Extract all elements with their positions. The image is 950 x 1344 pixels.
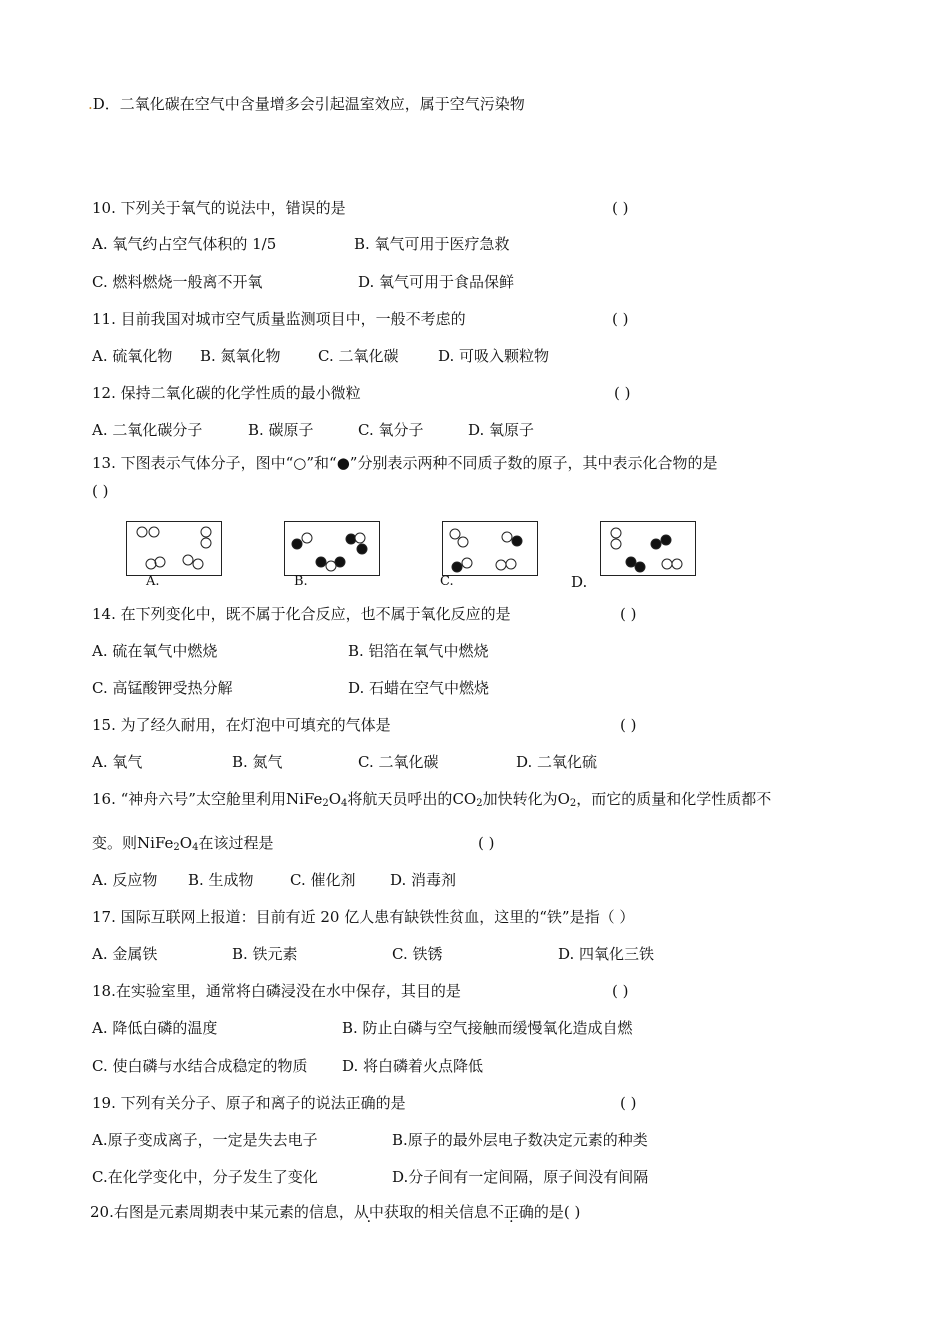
- q12-option-c: C. 氧分子: [358, 421, 424, 439]
- q19-answer-blank[interactable]: ( ): [620, 1094, 637, 1112]
- q18-option-d: D. 将白磷着火点降低: [342, 1057, 484, 1075]
- q12-stem: 12. 保持二氧化碳的化学性质的最小微粒: [92, 384, 361, 402]
- stray-dot-mark: .: [88, 95, 93, 113]
- q15-option-d: D. 二氧化硫: [516, 753, 598, 771]
- q10-option-d: D. 氧气可用于食品保鲜: [358, 273, 515, 291]
- q13-answer-blank[interactable]: ( ): [92, 482, 109, 500]
- q18-option-b: B. 防止白磷与空气接触而缓慢氧化造成自燃: [342, 1019, 633, 1037]
- q13-diagram-c: [442, 521, 538, 576]
- q13-label-c: C.: [440, 574, 454, 589]
- q11-option-a: A. 硫氧化物: [92, 347, 173, 365]
- q17-stem: 17. 国际互联网上报道：目前有近 20 亿人患有缺铁性贫血，这里的“铁”是指（ ）: [92, 908, 635, 926]
- q13-diagram-c-figure: [443, 522, 539, 577]
- q13-diagram-d-figure: [601, 522, 697, 577]
- q13-label-b: B.: [294, 574, 308, 589]
- q11-stem: 11. 目前我国对城市空气质量监测项目中，一般不考虑的: [92, 310, 466, 328]
- q11-option-d: D. 可吸入颗粒物: [438, 347, 550, 365]
- q19-stem: 19. 下列有关分子、原子和离子的说法正确的是: [92, 1094, 406, 1112]
- q16-stem-line2: 变。则$NiFe_2O_4$在该过程是: [92, 834, 274, 853]
- q13-diagram-d: [600, 521, 696, 576]
- q18-answer-blank[interactable]: ( ): [612, 982, 629, 1000]
- q16-answer-blank[interactable]: ( ): [478, 834, 495, 852]
- q10-option-b: B. 氧气可用于医疗急救: [354, 235, 510, 253]
- q9-option-d: .D．二氧化碳在空气中含量增多会引起温室效应，属于空气污染物: [88, 95, 525, 113]
- q16-option-a: A. 反应物: [92, 871, 158, 889]
- q20-stem: 20.右图是元素周期表中某元素的信息，从中获取的相关信息不正确的是( ): [90, 1203, 581, 1221]
- q16-option-b: B. 生成物: [188, 871, 254, 889]
- q17-option-a: A. 金属铁: [92, 945, 158, 963]
- q18-option-a: A. 降低白磷的温度: [92, 1019, 218, 1037]
- q12-answer-blank[interactable]: ( ): [614, 384, 631, 402]
- q14-answer-blank[interactable]: ( ): [620, 605, 637, 623]
- q13-stem: 13. 下图表示气体分子，图中“○”和“●”分别表示两种不同质子数的原子，其中表示化合物的是: [92, 454, 718, 472]
- q19-option-a: A.原子变成离子，一定是失去电子: [92, 1131, 318, 1149]
- q19-option-b: B.原子的最外层电子数决定元素的种类: [392, 1131, 648, 1149]
- q10-stem: 10. 下列关于氧气的说法中，错误的是: [92, 199, 346, 217]
- q11-option-c: C. 二氧化碳: [318, 347, 399, 365]
- q14-option-a: A. 硫在氧气中燃烧: [92, 642, 218, 660]
- q16-option-d: D. 消毒剂: [390, 871, 457, 889]
- q16-option-c: C. 催化剂: [290, 871, 356, 889]
- q17-option-d: D. 四氧化三铁: [558, 945, 655, 963]
- q15-option-c: C. 二氧化碳: [358, 753, 439, 771]
- q10-option-a: A. 氧气约占空气体积的 1/5: [92, 235, 277, 253]
- q20-emphasis-1: 从中: [353, 1203, 384, 1221]
- q12-option-b: B. 碳原子: [248, 421, 314, 439]
- q15-answer-blank[interactable]: ( ): [620, 716, 637, 734]
- q19-option-c: C.在化学变化中，分子发生了变化: [92, 1168, 318, 1186]
- q18-option-c: C. 使白磷与水结合成稳定的物质: [92, 1057, 308, 1075]
- q13-label-d: D.: [571, 573, 588, 591]
- q11-answer-blank[interactable]: ( ): [612, 310, 629, 328]
- q17-option-b: B. 铁元素: [232, 945, 298, 963]
- q20-answer-blank[interactable]: 的是( ): [533, 1203, 581, 1221]
- q12-option-a: A. 二氧化碳分子: [92, 421, 203, 439]
- q13-diagram-b: [284, 521, 380, 576]
- q13-label-a: A.: [146, 574, 160, 589]
- q15-option-a: A. 氧气: [92, 753, 143, 771]
- q10-option-c: C. 燃料燃烧一般离不开氧: [92, 273, 263, 291]
- q14-option-d: D. 石蜡在空气中燃烧: [348, 679, 490, 697]
- q15-stem: 15. 为了经久耐用，在灯泡中可填充的气体是: [92, 716, 391, 734]
- q20-emphasis-2: 不正确: [488, 1203, 534, 1221]
- q18-stem: 18.在实验室里，通常将白磷浸没在水中保存，其目的是: [92, 982, 461, 1000]
- q14-stem: 14. 在下列变化中，既不属于化合反应，也不属于氧化反应的是: [92, 605, 511, 623]
- q14-option-c: C. 高锰酸钾受热分解: [92, 679, 233, 697]
- q19-option-d: D.分子间有一定间隔，原子间没有间隔: [392, 1168, 649, 1186]
- q16-stem-line1: 16. “神舟六号”太空舱里利用$NiFe_2O_4$将航天员呼出的$CO_2$加快转化为$O_2$，而它的质量和化学性质都不: [92, 790, 772, 809]
- q17-option-c: C. 铁锈: [392, 945, 443, 963]
- q13-diagram-b-figure: [285, 522, 381, 577]
- q13-diagram-a-figure: [127, 522, 223, 577]
- q13-diagram-a: [126, 521, 222, 576]
- q10-answer-blank[interactable]: ( ): [612, 199, 629, 217]
- q12-option-d: D. 氧原子: [468, 421, 535, 439]
- q11-option-b: B. 氮氧化物: [200, 347, 281, 365]
- q15-option-b: B. 氮气: [232, 753, 283, 771]
- q14-option-b: B. 铝箔在氧气中燃烧: [348, 642, 489, 660]
